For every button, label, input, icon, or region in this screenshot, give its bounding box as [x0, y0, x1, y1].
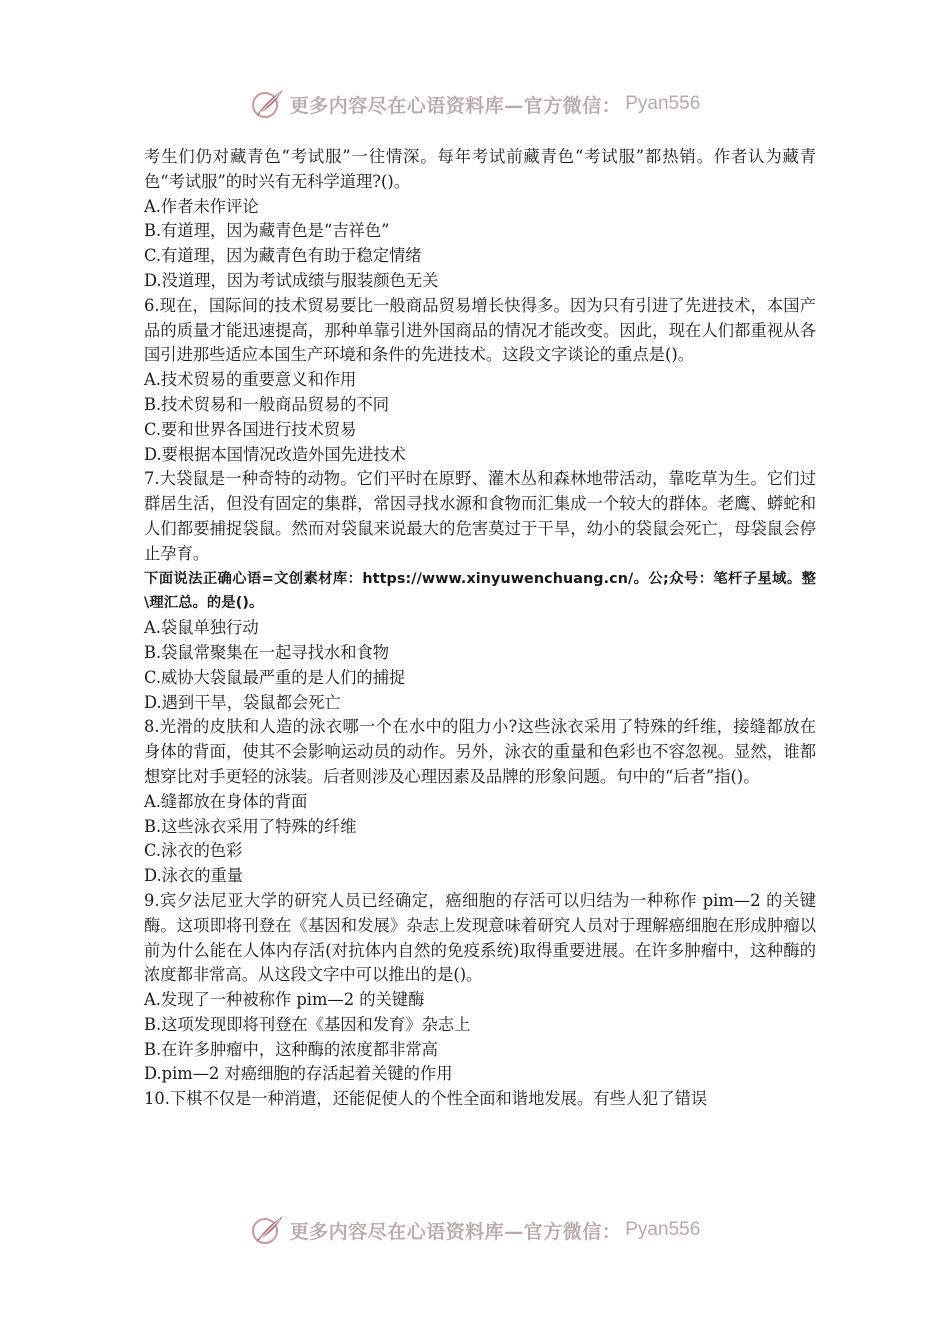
- banner-wechat-id: Pyan556: [625, 93, 701, 114]
- text-paragraph: A.袋鼠单独行动: [144, 618, 259, 638]
- text-paragraph: C.威协大袋鼠最严重的是人们的捕捉: [144, 667, 406, 687]
- text-paragraph: A.发现了一种被称作 pim—2 的关键酶: [144, 990, 425, 1010]
- quill-logo-icon: [250, 1212, 286, 1248]
- text-paragraph: 9.宾夕法尼亚大学的研究人员已经确定，癌细胞的存活可以归结为一种称作 pim—2 的关键酶。这项即将刊登在《基因和发展》杂志上发现意味着研究人员对于理解癌细胞在形成肿瘤以前为什么能在人体内存活(对抗体内自然的免疫系统)取得重要进展。在许多肿瘤中，这种酶的浓度都非常高。从这段文字中可以推出的是()。: [144, 890, 816, 985]
- text-paragraph: C.泳衣的色彩: [144, 841, 243, 861]
- text-paragraph: 6.现在，国际间的技术贸易要比一般商品贸易增长快得多。因为只有引进了先进技术，本国产品的质量才能迅速提高，那种单靠引进外国商品的情况才能改变。因此，现在人们都重视从各国引进那些适应本国生产环境和条件的先进技术。这段文字谈论的重点是()。: [144, 295, 816, 365]
- text-paragraph: B.袋鼠常聚集在一起寻找水和食物: [144, 642, 390, 662]
- text-paragraph: D.没道理，因为考试成绩与服装颜色无关: [144, 270, 439, 290]
- document-body: [144, 145, 816, 1112]
- banner-text: 更多内容尽在心语资料库—官方微信：: [289, 94, 622, 117]
- text-paragraph: A.技术贸易的重要意义和作用: [144, 370, 357, 390]
- text-paragraph: A.作者未作评论: [144, 196, 259, 216]
- text-paragraph: 7.大袋鼠是一种奇特的动物。它们平时在原野、灌木丛和森林地带活动，靠吃草为生。它们过群居生活，但没有固定的集群，常因寻找水源和食物而汇集成一个较大的群体。老鹰、蟒蛇和人们都要捕捉袋鼠。然而对袋鼠来说最大的危害莫过于干旱，幼小的袋鼠会死亡，母袋鼠会停止孕育。: [144, 469, 816, 563]
- text-paragraph: 考生们仍对藏青色“考试服”一往情深。每年考试前藏青色“考试服”都热销。作者认为藏青色“考试服”的时兴有无科学道理?()。: [144, 147, 816, 191]
- banner-wechat-id: Pyan556: [625, 1219, 701, 1240]
- text-paragraph: A.缝都放在身体的背面: [144, 791, 308, 811]
- text-paragraph: B.这项发现即将刊登在《基因和发育》杂志上: [144, 1014, 471, 1034]
- text-paragraph: D.遇到干旱，袋鼠都会死亡: [144, 692, 341, 712]
- text-paragraph: D.要根据本国情况改造外国先进技术: [144, 444, 406, 464]
- text-paragraph: B.有道理，因为藏青色是“吉祥色”: [144, 221, 390, 241]
- quill-logo-icon: [250, 86, 286, 122]
- text-paragraph: B.在许多肿瘤中，这种酶的浓度都非常高: [144, 1039, 438, 1059]
- text-paragraph: D.泳衣的重量: [144, 866, 244, 886]
- text-paragraph: B.这些泳衣采用了特殊的纤维: [144, 816, 357, 836]
- banner-text: 更多内容尽在心语资料库—官方微信：: [289, 1220, 622, 1243]
- text-paragraph: D.pim—2 对癌细胞的存活起着关键的作用: [144, 1064, 453, 1084]
- header-banner: [0, 84, 950, 124]
- text-paragraph: C.要和世界各国进行技术贸易: [144, 419, 357, 439]
- text-paragraph: 8.光滑的皮肤和人造的泳衣哪一个在水中的阻力小?这些泳衣采用了特殊的纤维，接缝都放在身体的背面，使其不会影响运动员的动作。另外，泳衣的重量和色彩也不容忽视。显然，谁都想穿比对手更轻的泳装。后者则涉及心理因素及品牌的形象问题。句中的“后者”指()。: [144, 717, 816, 786]
- text-paragraph: B.技术贸易和一般商品贸易的不同: [144, 394, 390, 414]
- source-note: 下面说法正确心语=文创素材库：https://www.xinyuwenchuang.cn/。公;众号：笔杆子星域。整\理汇总。的是()。: [144, 570, 816, 612]
- text-paragraph: 10.下棋不仅是一种消遣，还能促使人的个性全面和谐地发展。有些人犯了错误: [144, 1089, 708, 1109]
- footer-banner: [0, 1210, 950, 1250]
- text-paragraph: C.有道理，因为藏青色有助于稳定情绪: [144, 246, 422, 266]
